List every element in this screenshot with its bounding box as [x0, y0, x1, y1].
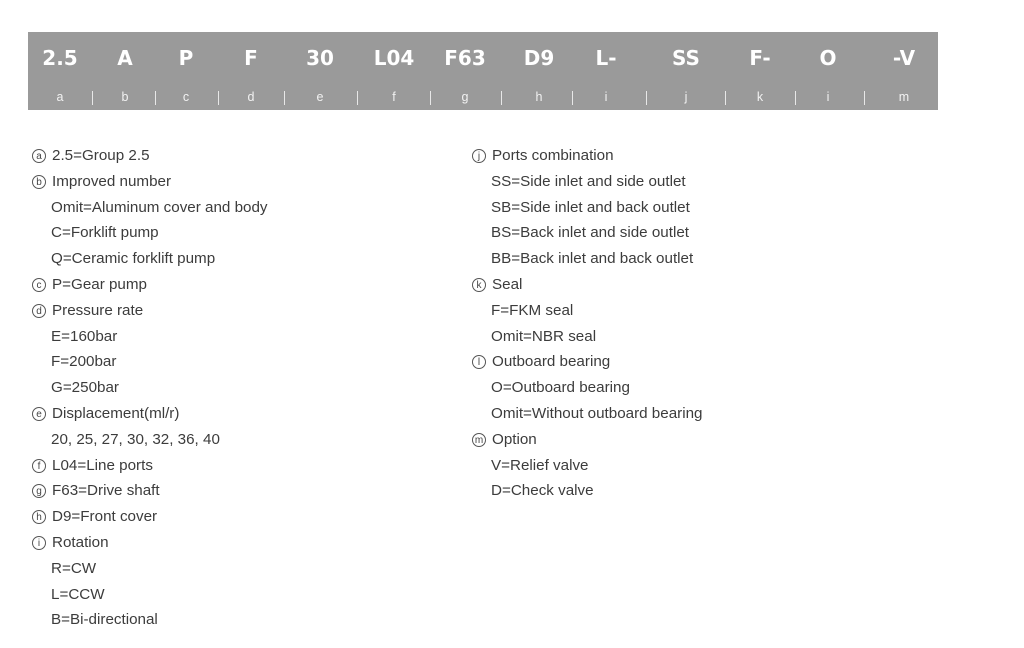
legend-text: Displacement(ml/r) [52, 404, 180, 422]
legend-text: BS=Back inlet and side outlet [491, 224, 689, 242]
legend-option [472, 198, 702, 224]
legend-text: O=Outboard bearing [491, 379, 630, 397]
legend-option [32, 559, 268, 585]
model-code-bar [28, 32, 938, 110]
code-letter: i [826, 90, 830, 104]
separator [284, 91, 285, 105]
legend-text: B=Bi-directional [51, 611, 158, 629]
circled-letter-marker: k [472, 278, 486, 292]
legend-option [472, 223, 702, 249]
legend-text: L04=Line ports [52, 456, 153, 474]
legend-heading [472, 352, 702, 378]
legend-option [472, 404, 702, 430]
code-segments [28, 46, 938, 80]
legend-option [472, 378, 702, 404]
legend-text: SB=Side inlet and back outlet [491, 198, 690, 216]
code-segment-g: F63 [444, 46, 486, 70]
code-segment-c: P [178, 46, 194, 70]
legend-heading [32, 275, 268, 301]
code-segment-b: A [117, 46, 133, 70]
legend-text: P=Gear pump [52, 275, 147, 293]
legend-text: 2.5=Group 2.5 [52, 147, 150, 164]
legend-option [472, 327, 702, 353]
legend-heading [32, 172, 268, 198]
separator [864, 91, 865, 105]
legend-text: Improved number [52, 172, 172, 190]
code-letter: k [756, 90, 764, 104]
legend-option [472, 172, 702, 198]
legend-option [32, 223, 268, 249]
legend-option [472, 456, 702, 482]
code-letter: e [316, 90, 324, 104]
legend-option [32, 585, 268, 611]
legend-text: Ports combination [492, 147, 614, 164]
legend-text: Option [492, 430, 537, 448]
code-segment-a: 2.5 [42, 46, 78, 70]
circled-letter-marker: g [32, 484, 46, 498]
legend-text: Pressure rate [52, 301, 144, 319]
separator [357, 91, 358, 105]
code-letter: b [121, 90, 129, 104]
legend-option [32, 430, 268, 456]
legend-option [32, 249, 268, 275]
legend-heading [472, 430, 702, 456]
legend-heading [32, 404, 268, 430]
legend-option [472, 249, 702, 275]
separator [218, 91, 219, 105]
separator [795, 91, 796, 105]
code-letter: f [392, 90, 396, 104]
legend-text: Omit=NBR seal [491, 327, 597, 345]
legend-option [32, 198, 268, 224]
circled-letter-marker: b [32, 175, 46, 189]
circled-letter-marker: l [472, 355, 486, 369]
separator [725, 91, 726, 105]
circled-letter-marker: d [32, 304, 46, 318]
code-letter: j [684, 90, 688, 104]
circled-letter-marker: h [32, 510, 46, 524]
code-letter: c [182, 90, 190, 104]
legend-left-column [32, 146, 268, 636]
code-letter: h [535, 90, 543, 104]
legend-right-column [472, 146, 702, 507]
legend-option [32, 610, 268, 636]
circled-letter-marker: a [32, 149, 46, 163]
code-letter: d [247, 90, 255, 104]
code-segment-f: L04 [373, 46, 415, 70]
code-segment-e: 30 [306, 46, 334, 70]
legend-heading [32, 533, 268, 559]
circled-letter-marker: m [472, 433, 486, 447]
code-letter: g [461, 90, 469, 104]
code-segment-k: F- [749, 46, 771, 70]
legend-text: D=Check valve [491, 482, 594, 500]
legend-text: Outboard bearing [492, 353, 611, 371]
legend-heading [32, 146, 268, 172]
legend-text: Q=Ceramic forklift pump [51, 250, 216, 268]
legend-text: C=Forklift pump [51, 224, 159, 242]
legend-heading [32, 481, 268, 507]
code-segment-h: D9 [523, 46, 555, 70]
legend-text: Omit=Aluminum cover and body [51, 198, 268, 216]
legend-text: Omit=Without outboard bearing [491, 404, 703, 422]
code-segment-l: O [819, 46, 837, 70]
code-segment-j: SS [672, 46, 700, 70]
code-segment-m: -V [892, 46, 916, 70]
legend-text: 20, 25, 27, 30, 32, 36, 40 [51, 430, 220, 448]
legend-text: D9=Front cover [52, 508, 158, 526]
legend-heading [472, 146, 702, 172]
legend-heading [472, 275, 702, 301]
separator [155, 91, 156, 105]
separator [92, 91, 93, 105]
legend-text: SS=Side inlet and side outlet [491, 172, 686, 190]
separator [430, 91, 431, 105]
legend-option [32, 352, 268, 378]
legend-text: L=CCW [51, 585, 105, 603]
code-letter: i [604, 90, 608, 104]
separator [501, 91, 502, 105]
separator [646, 91, 647, 105]
circled-letter-marker: i [32, 536, 46, 550]
code-segment-d: F [244, 46, 258, 70]
code-letter: m [898, 90, 910, 104]
separator [572, 91, 573, 105]
legend-heading [32, 456, 268, 482]
circled-letter-marker: f [32, 459, 46, 473]
legend-text: Seal [492, 275, 523, 293]
legend-text: BB=Back inlet and back outlet [491, 250, 694, 268]
legend-heading [32, 507, 268, 533]
legend-text: V=Relief valve [491, 456, 589, 474]
code-segment-i: L- [595, 46, 617, 70]
legend-option [472, 301, 702, 327]
code-letter: a [56, 90, 64, 104]
legend-text: F=FKM seal [491, 301, 574, 319]
circled-letter-marker: e [32, 407, 46, 421]
legend-text: R=CW [51, 559, 97, 577]
legend-text: E=160bar [51, 327, 118, 345]
legend-text: F=200bar [51, 353, 117, 371]
legend-text: F63=Drive shaft [52, 482, 160, 500]
code-letters [28, 90, 938, 106]
legend-heading [32, 301, 268, 327]
legend-option [472, 481, 702, 507]
circled-letter-marker: c [32, 278, 46, 292]
legend-text: G=250bar [51, 379, 119, 397]
circled-letter-marker: j [472, 149, 486, 163]
legend-option [32, 378, 268, 404]
legend-option [32, 327, 268, 353]
legend-text: Rotation [52, 533, 109, 551]
